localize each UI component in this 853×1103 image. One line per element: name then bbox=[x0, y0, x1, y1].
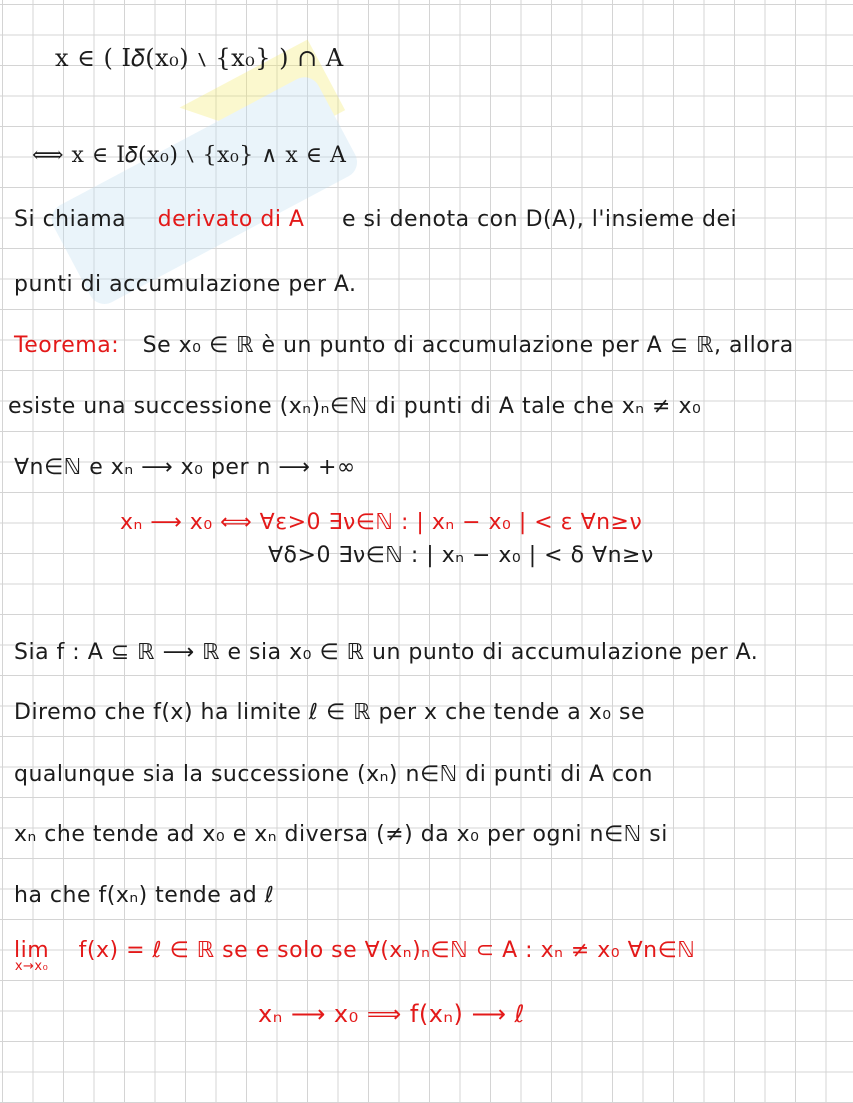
label-teorema: Teorema: bbox=[14, 333, 120, 358]
text-si-chiama: Si chiama bbox=[14, 207, 127, 232]
lim-operator bbox=[14, 938, 49, 974]
line-intersection-definition: x ∈ ( I𝛿(x₀) ∖ {x₀} ) ∩ A bbox=[55, 44, 344, 72]
line-f-tende: ha che f(xₙ) tende ad ℓ bbox=[14, 883, 275, 908]
line-esiste-successione: esiste una successione (xₙ)ₙ∈ℕ di punti di A tale che xₙ ≠ x₀ bbox=[8, 394, 702, 419]
line-equivalence: ⟺ x ∈ I𝛿(x₀) ∖ {x₀} ∧ x ∈ A bbox=[32, 143, 347, 168]
line-qualunque-successione: qualunque sia la successione (xₙ) n∈ℕ di punti di A con bbox=[14, 762, 653, 787]
line-delta-definition: ∀δ>0 ∃ν∈ℕ : | xₙ − x₀ | < δ ∀n≥ν bbox=[268, 543, 654, 568]
lim-text: lim bbox=[14, 938, 50, 963]
line-diremo-limite: Diremo che f(x) ha limite ℓ ∈ ℝ per x che tende a x₀ se bbox=[14, 700, 646, 725]
text-si-denota: e si denota con D(A), l'insieme dei bbox=[341, 207, 738, 232]
line-teorema bbox=[14, 333, 794, 358]
lim-subscript: x→x₀ bbox=[14, 959, 49, 974]
line-xn-tende: xₙ che tende ad x₀ e xₙ diversa (≠) da x₀ per ogni n∈ℕ si bbox=[14, 822, 668, 847]
line-sia-f: Sia f : A ⊆ ℝ ⟶ ℝ e sia x₀ ∈ ℝ un punto di accumulazione per A. bbox=[14, 640, 759, 665]
watermark-shape bbox=[20, 26, 419, 384]
line-epsilon-definition: xₙ ⟶ x₀ ⟺ ∀ε>0 ∃ν∈ℕ : | xₙ − x₀ | < ε ∀n≥ν bbox=[120, 510, 643, 535]
line-limit-definition bbox=[14, 938, 695, 974]
text-limit-condition: f(x) = ℓ ∈ ℝ se e solo se ∀(xₙ)ₙ∈ℕ ⊂ A : xₙ ≠ x₀ ∀n∈ℕ bbox=[78, 938, 696, 963]
line-punti-accumulazione: punti di accumulazione per A. bbox=[14, 272, 357, 297]
text-teorema-statement: Se x₀ ∈ ℝ è un punto di accumulazione per A ⊆ ℝ, allora bbox=[142, 333, 794, 358]
watermark-logo bbox=[20, 26, 419, 384]
line-implication: xₙ ⟶ x₀ ⟹ f(xₙ) ⟶ ℓ bbox=[258, 1000, 525, 1028]
line-derivato-definition bbox=[14, 207, 737, 232]
line-convergenza: ∀n∈ℕ e xₙ ⟶ x₀ per n ⟶ +∞ bbox=[14, 455, 356, 480]
term-derivato: derivato di A bbox=[157, 207, 305, 232]
